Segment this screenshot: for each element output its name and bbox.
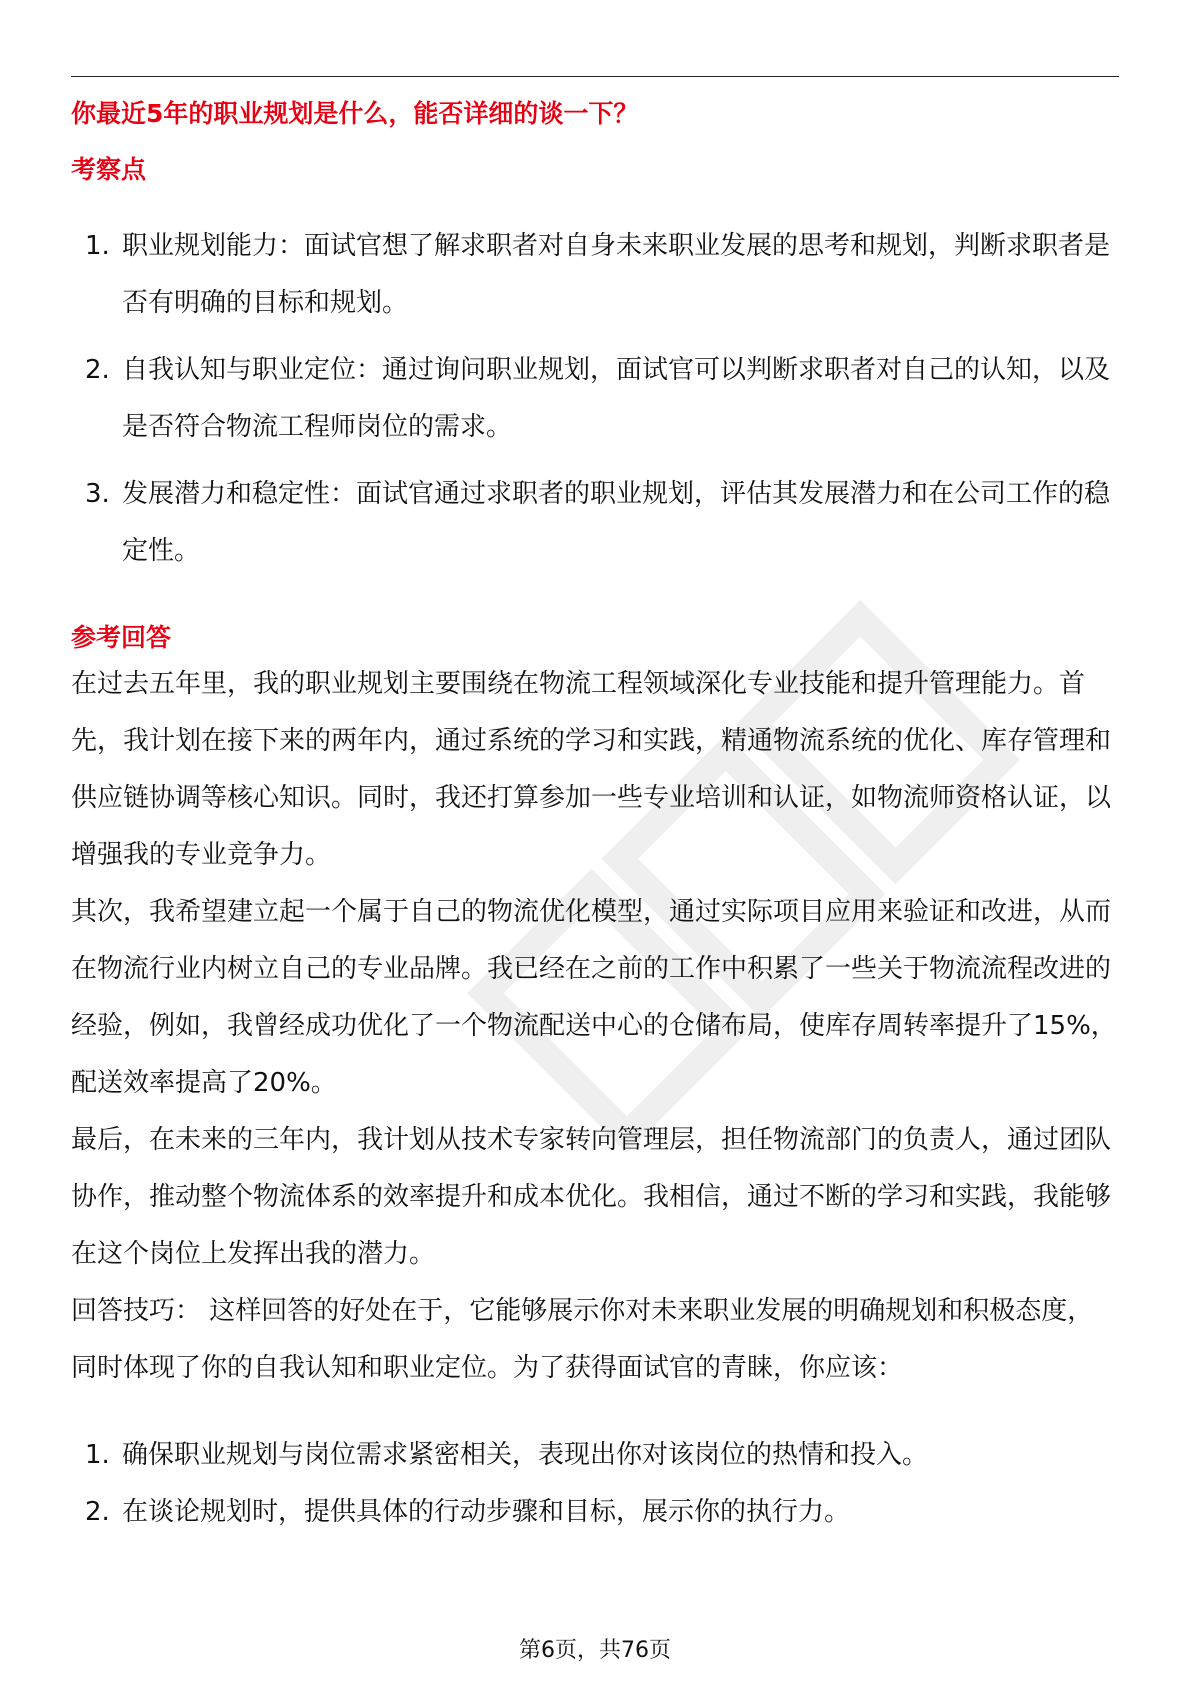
answer-tips-intro: 回答技巧： 这样回答的好处在于，它能够展示你对未来职业发展的明确规划和积极态度，同时体现了你的自我认知和职业定位。为了获得面试官的青睐，你应该： — [71, 1296, 1094, 1383]
answer-paragraph: 最后，在未来的三年内，我计划从技术专家转向管理层，担任物流部门的负责人，通过团队协作，推动整个物流体系的效率提升和成本优化。我相信，通过不断的学习和实践，我能够在这个岗位上发挥出我的潜力。 — [71, 1125, 1112, 1269]
tip-item — [71, 1484, 1119, 1541]
exam-point-item — [71, 342, 1119, 456]
exam-points-list — [71, 218, 1119, 580]
list-text: 自我认知与职业定位：通过询问职业规划，面试官可以判断求职者对自己的认知，以及是否符合物流工程师岗位的需求。 — [122, 355, 1111, 442]
tips-list — [71, 1427, 1119, 1541]
answer-paragraph: 其次，我希望建立起一个属于自己的物流优化模型，通过实际项目应用来验证和改进，从而在物流行业内树立自己的专业品牌。我已经在之前的工作中积累了一些关于物流流程改进的经验，例如，我曾经成功优化了一个物流配送中心的仓储布局，使库存周转率提升了15%，配送效率提高了20%。 — [71, 897, 1117, 1098]
exam-point-item — [71, 466, 1119, 580]
list-text: 发展潜力和稳定性：面试官通过求职者的职业规划，评估其发展潜力和在公司工作的稳定性。 — [122, 479, 1111, 566]
list-text: 在谈论规划时，提供具体的行动步骤和目标，展示你的执行力。 — [122, 1497, 851, 1527]
header-rule — [71, 76, 1119, 77]
page-footer: 第6页，共76页 — [519, 1638, 671, 1663]
answer-heading: 参考回答 — [71, 623, 172, 652]
question-title: 你最近5年的职业规划是什么，能否详细的谈一下？ — [71, 99, 639, 128]
answer-paragraph: 在过去五年里，我的职业规划主要围绕在物流工程领域深化专业技能和提升管理能力。首先，我计划在接下来的两年内，通过系统的学习和实践，精通物流系统的优化、库存管理和供应链协调等核心知识。同时，我还打算参加一些专业培训和认证，如物流师资格认证，以增强我的专业竞争力。 — [71, 669, 1112, 870]
list-number: 3. — [85, 479, 110, 509]
list-number: 1. — [85, 1440, 110, 1470]
tip-item — [71, 1427, 1119, 1484]
exam-points-heading: 考察点 — [71, 155, 147, 184]
list-number: 2. — [85, 1497, 110, 1527]
list-text: 职业规划能力：面试官想了解求职者对自身未来职业发展的思考和规划，判断求职者是否有明确的目标和规划。 — [122, 231, 1111, 318]
exam-point-item — [71, 218, 1119, 332]
list-number: 2. — [85, 355, 110, 385]
page-content — [71, 96, 1119, 1541]
list-text: 确保职业规划与岗位需求紧密相关，表现出你对该岗位的热情和投入。 — [122, 1440, 929, 1470]
list-number: 1. — [85, 231, 110, 261]
